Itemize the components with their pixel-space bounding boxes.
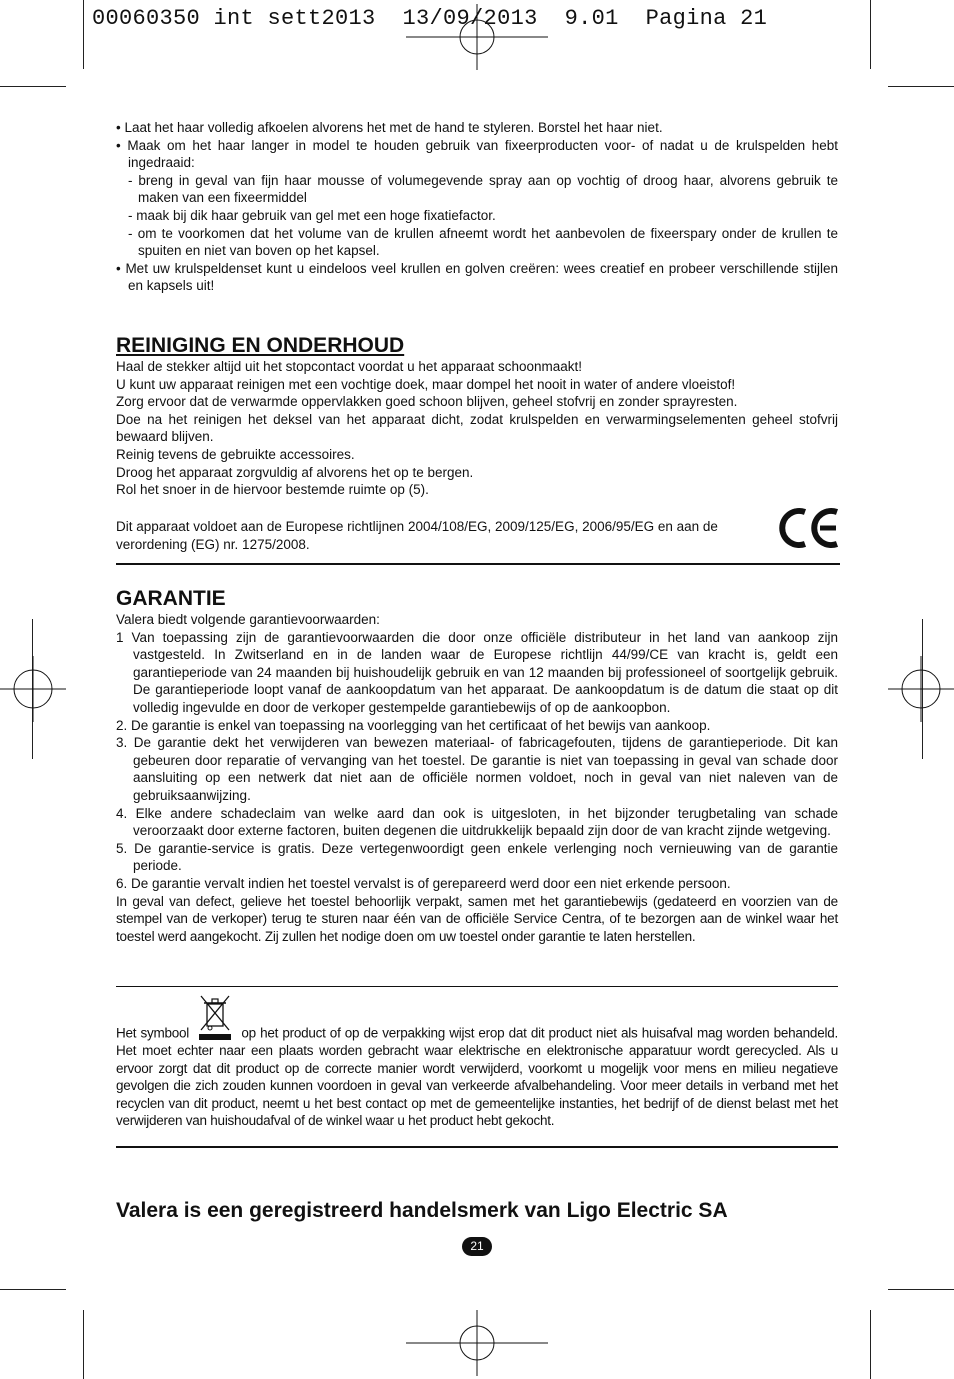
crop-mark-top-left-h — [0, 86, 66, 87]
cleaning-line: Reinig tevens de gebruikte accessoires. — [116, 446, 355, 462]
divider — [116, 986, 838, 987]
crop-mark-bottom-left-v — [83, 1310, 84, 1379]
warranty-section — [116, 587, 838, 945]
intro-dash-item: - maak bij dik haar gebruik van gel met een hoge fixatiefactor. — [128, 207, 496, 223]
disposal-prefix: Het symbool — [116, 1025, 189, 1041]
warranty-intro: Valera biedt volgende garantievoorwaarden: — [116, 612, 380, 627]
disposal-text: op het product of op de verpakking wijst erop dat dit product niet als huisafval mag worden behandeld. Het moet echter naar een plaats worden gebracht waar elektrische en elektronische apparatuur wordt gerecycled. Als u ervoor zorgt dat dit product op de correcte manier wordt verwijderd, voorkomt u mogelijk voor mens en milieu negatieve gevolgen die zich zouden kunnen voordoen in geval van verkeerde afvalbehandeling. Voor meer details in verband met het recyclen van dit product, neemt u het best contact op met de gemeentelijke instanties, het bedrijf of de dienst belast met het verwijderen van huishoudafval of de winkel waar u het product hebt gekocht. — [116, 1025, 838, 1129]
warranty-item: 3. De garantie dekt het verwijderen van bewezen materiaal- of fabricagefouten, tijdens de garantieperiode. Dit kan gebeuren door reparatie of vervanging van het toestel. De garantie is niet van toepassing in geval van schade door aansluiting op een netwerk dat niet aan de officiële normen voldoet, noch in geval van niet naleven van de gebruiksaanwijzing. — [116, 735, 838, 803]
warranty-closing: In geval van defect, gelieve het toestel behoorlijk verpakt, samen met het garantiebewijs (gedateerd en voorzien van de stempel van de verkoper) terug te sturen naar één van de officiële Service Centra, of te bezorgen aan de winkel waar het toestel werd aangekocht. Zij zullen het nodige doen om uw toestel onder garantie te laten herstellen. — [116, 893, 838, 944]
intro-bullet: • Maak om het haar langer in model te houden gebruik van fixeerproducten voor- of nadat u de krulspelden hebt ingedraaid: — [116, 137, 838, 171]
cleaning-line: Haal de stekker altijd uit het stopcontact voordat u het apparaat schoonmaakt! — [116, 359, 583, 374]
registration-mark-icon — [406, 4, 548, 70]
disposal-section — [116, 992, 838, 1130]
cleaning-line: U kunt uw apparaat reinigen met een vochtige doek, maar dompel het nooit in water of andere vloeistof! — [116, 376, 736, 392]
crop-mark-bottom-right-h — [888, 1289, 954, 1290]
cleaning-line: Rol het snoer in de hiervoor bestemde ruimte op (5). — [116, 482, 429, 498]
weee-crossed-bin-icon — [197, 992, 233, 1042]
divider — [116, 563, 840, 565]
disposal-text-block — [116, 992, 838, 1130]
crop-mark-top-right-v — [870, 0, 871, 69]
divider — [116, 1146, 838, 1148]
registration-mark-icon — [0, 656, 66, 722]
cleaning-line: Zorg ervoor dat de verwarmde oppervlakken goed schoon blijven, geheel stofvrij en zonder sprayresten. — [116, 394, 738, 410]
crop-mark-top-right-h — [888, 86, 954, 87]
registration-mark-icon — [406, 1310, 548, 1376]
warranty-heading: GARANTIE — [116, 587, 226, 610]
intro-section — [116, 119, 838, 295]
intro-dash-item: - om te voorkomen dat het volume van de krullen afneemt wordt het aanbevolen de fixeerspary onder de krullen te spuiten en niet van boven op het kapsel. — [128, 225, 838, 259]
warranty-item: 5. De garantie-service is gratis. Deze vertegenwoordigt geen enkele verlenging noch vernieuwing van de garantie periode. — [116, 840, 838, 874]
warranty-item: 2. De garantie is enkel van toepassing na voorlegging van het certificaat of het bewijs van aankoop. — [116, 717, 711, 733]
cleaning-heading: REINIGING EN ONDERHOUD — [116, 334, 405, 357]
intro-bullet: • Laat het haar volledig afkoelen alvorens het met de hand te styleren. Borstel het haar niet. — [116, 120, 663, 135]
compliance-text: Dit apparaat voldoet aan de Europese richtlijnen 2004/108/EG, 2009/125/EG, 2006/95/EG en aan de verordening (EG) nr. 1275/2008. — [116, 519, 718, 552]
registration-mark-icon — [888, 656, 954, 722]
print-slug: 00060350 int sett2013 13/09/2013 9.01 Pagina 21 — [92, 6, 768, 31]
intro-dash-item: - breng in geval van fijn haar mousse of volumegevende spray aan op vochtig of droog haar, alvorens gebruik te maken van een fixeermiddel — [128, 172, 838, 206]
page-number-badge: 21 — [462, 1237, 492, 1256]
cleaning-section — [116, 334, 838, 499]
cleaning-line: Doe na het reinigen het deksel van het apparaat dicht, zodat krulspelden en verwarmingselementen geheel stofvrij bewaard blijven. — [116, 411, 838, 445]
trademark-statement: Valera is een geregistreerd handelsmerk van Ligo Electric SA — [116, 1199, 728, 1222]
compliance-text-block — [116, 518, 726, 553]
ce-mark-icon — [778, 506, 840, 550]
crop-mark-bottom-right-v — [870, 1310, 871, 1379]
intro-bullet: • Met uw krulspeldenset kunt u eindeloos veel krullen en golven creëren: wees creatief en probeer verschillende stijlen en kapsels uit! — [116, 260, 838, 294]
warranty-item: 6. De garantie vervalt indien het toestel vervalst is of gerepareerd werd door een niet erkende persoon. — [116, 875, 731, 891]
cleaning-line: Droog het apparaat zorgvuldig af alvorens het op te bergen. — [116, 464, 474, 480]
warranty-item: 1 Van toepassing zijn de garantievoorwaarden die door onze officiële distributeur in het land van aankoop zijn vastgesteld. In Zwitserland en in de landen waar de Europese richtlijn 44/99/CE van kracht is, geldt een garantieperiode van 24 maanden bij huishoudelijk gebruik en van 12 maanden bij professioneel of soortgelijk gebruik. De garantieperiode loopt vanaf de aankoopdatum van het apparaat. De aankoopdatum is de datum die staat op dit volledig ingevulde en door de verkoper gestempelde garantiebewijs of op de aankoopbon. — [116, 629, 838, 715]
crop-mark-bottom-left-h — [0, 1289, 66, 1290]
crop-mark-top-left-v — [83, 0, 84, 69]
warranty-item: 4. Elke andere schadeclaim van welke aard dan ook is uitgesloten, in het bijzonder terugbetaling van schade veroorzaakt door externe factoren, buiten degenen die uitdrukkelijk bepaald zijn door de van kracht zijnde wetgeving. — [116, 805, 838, 839]
